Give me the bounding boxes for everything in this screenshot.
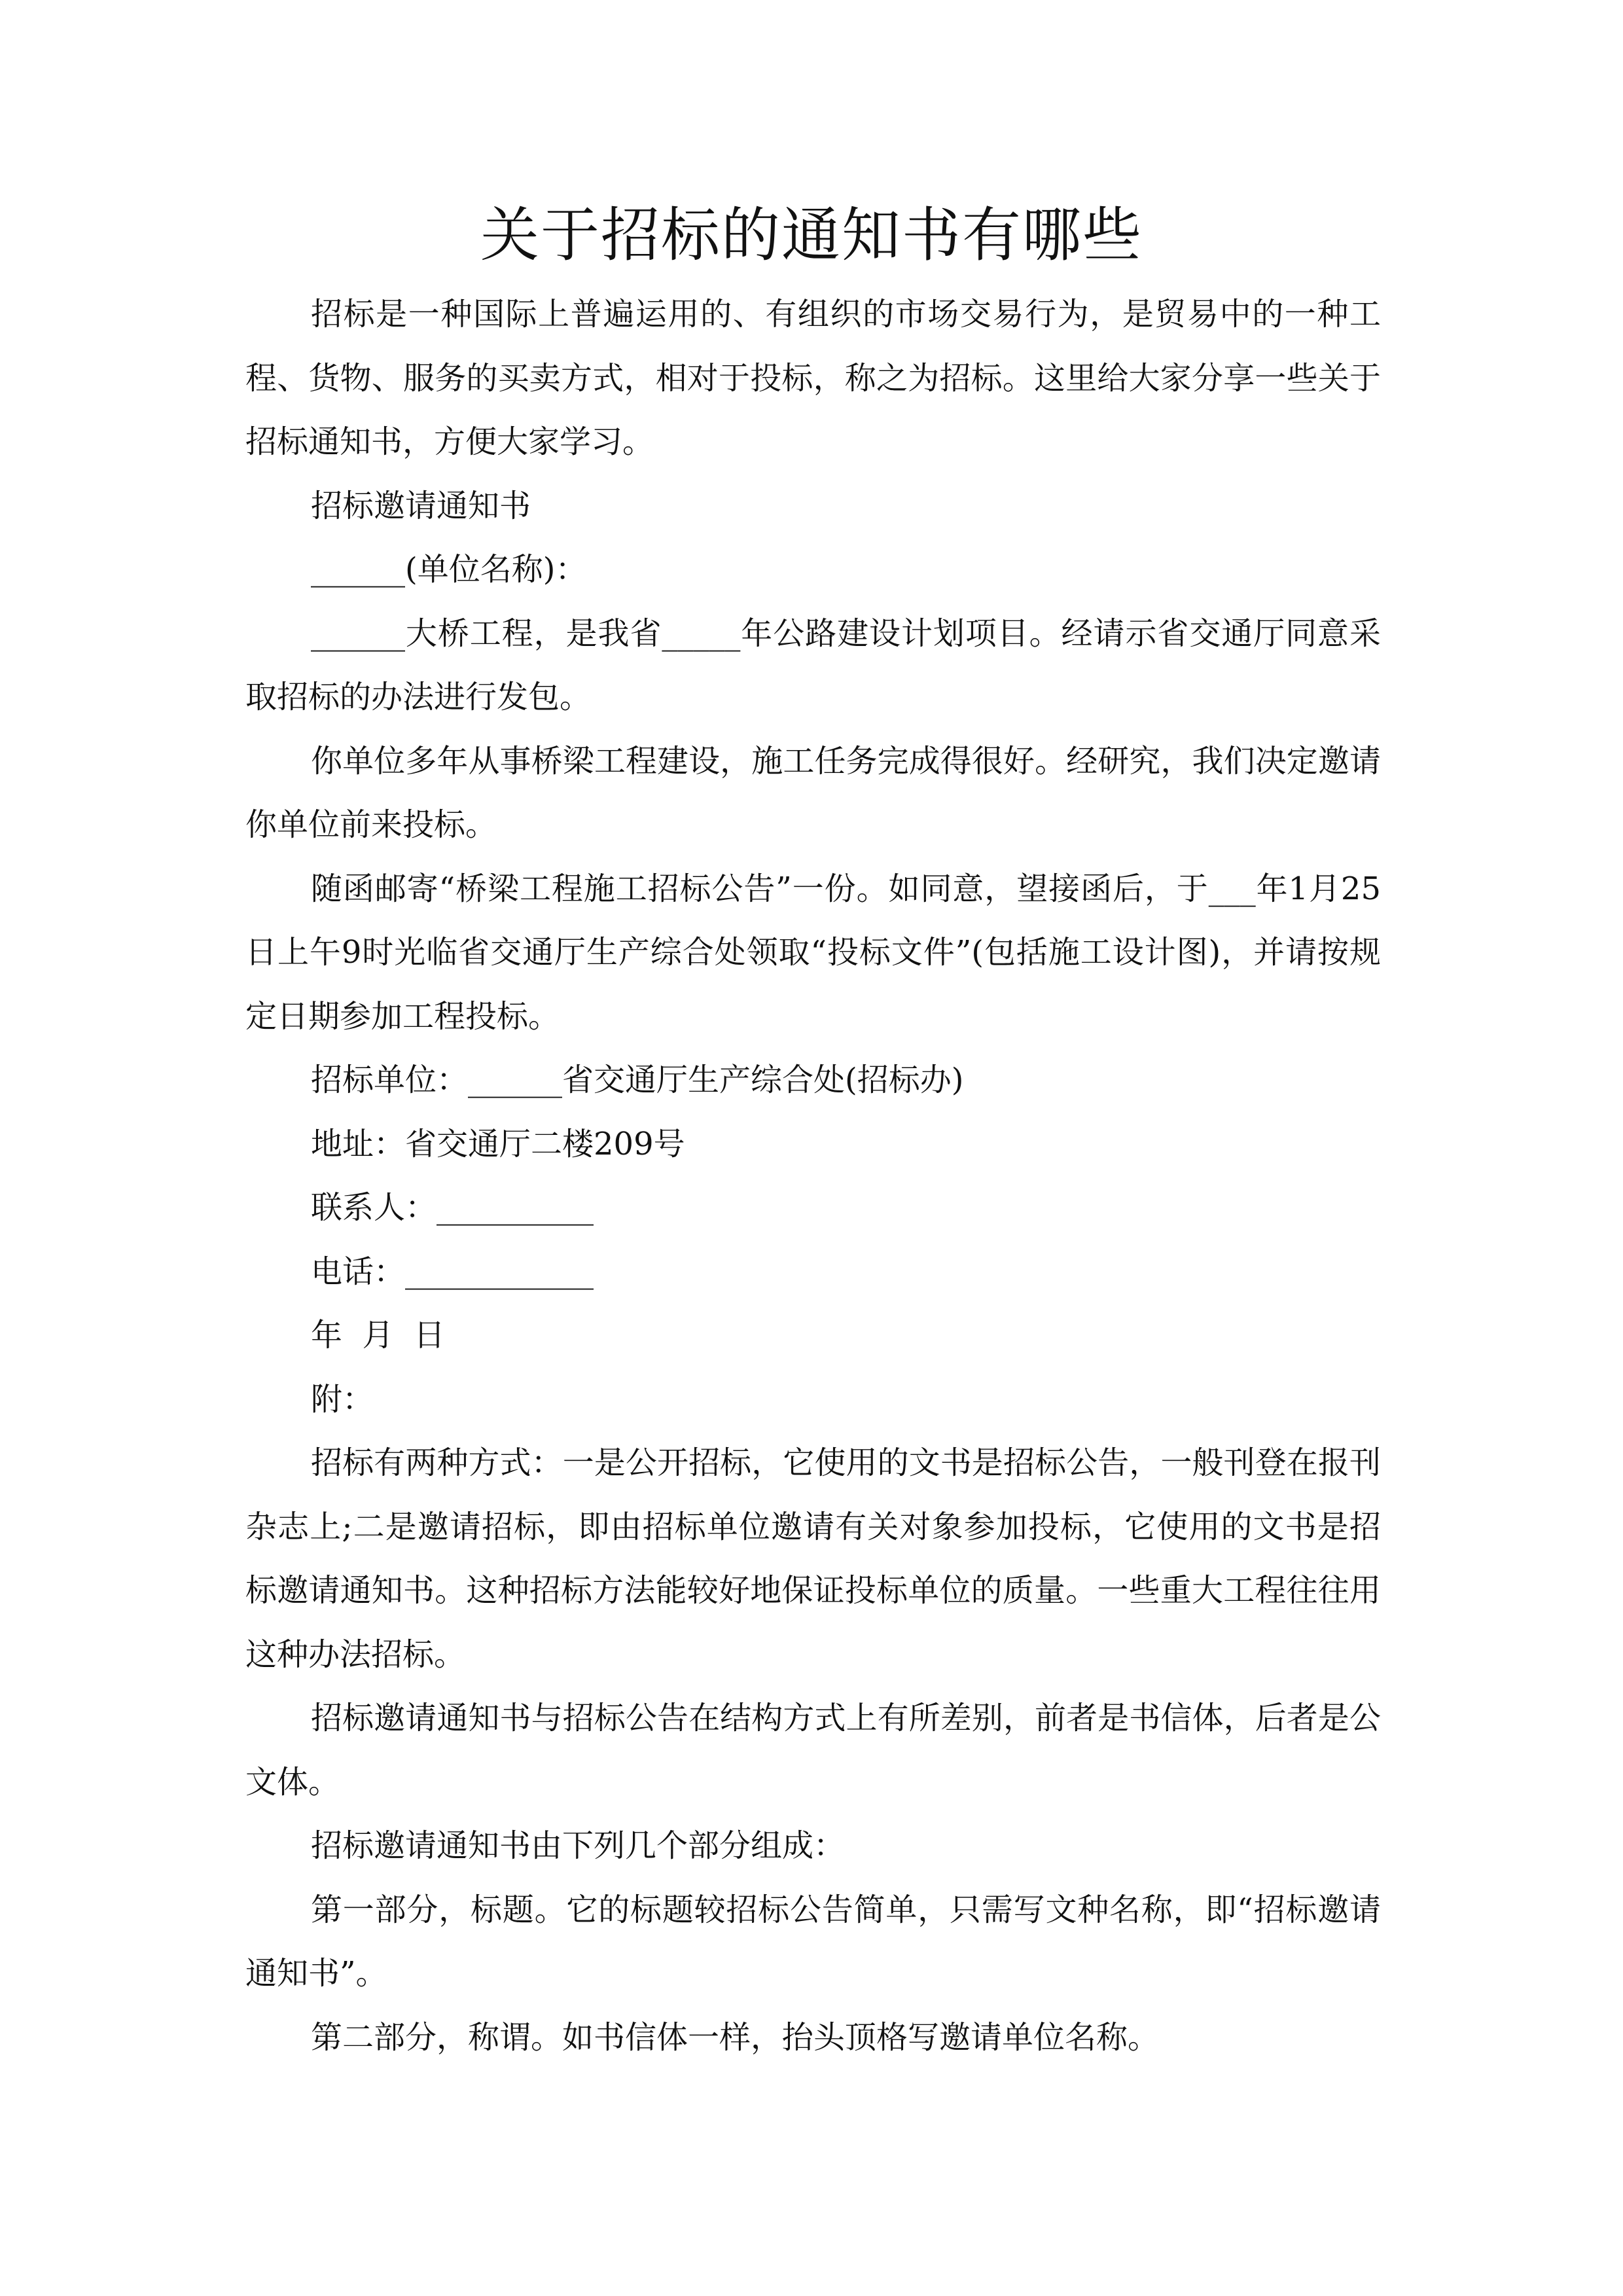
- part-two-paragraph: 第二部分，称谓。如书信体一样，抬头顶格写邀请单位名称。: [311, 2018, 1160, 2056]
- project-paragraph: ______大桥工程，是我省_____年公路建设计划项目。经请示省交通厅同意采取招标的办法进行发包。: [245, 615, 1381, 715]
- document-title: 关于招标的通知书有哪些: [480, 201, 1143, 270]
- difference-paragraph: 招标邀请通知书与招标公告在结构方式上有所差别，前者是书信体，后者是公文体。: [245, 1700, 1381, 1801]
- appendix-label: 附：: [311, 1380, 374, 1418]
- document-body: [245, 283, 1381, 2070]
- contact-line: 联系人：__________: [311, 1189, 594, 1226]
- structure-paragraph: 招标邀请通知书由下列几个部分组成：: [311, 1827, 846, 1864]
- letter-heading: 招标邀请通知书: [311, 487, 531, 524]
- phone-line: 电话：____________: [311, 1253, 594, 1290]
- part-one-paragraph: 第一部分，标题。它的标题较招标公告简单，只需写文种名称，即“招标邀请通知书”。: [245, 1891, 1381, 1992]
- date-line: 年 月 日: [311, 1317, 446, 1354]
- methods-paragraph: 招标有两种方式：一是公开招标，它使用的文书是招标公告，一般刊登在报刊杂志上;二是邀请招标，即由招标单位邀请有关对象参加投标，它使用的文书是招标邀请通知书。这种招标方法能较好地保证投标单位的质量。一些重大工程往往用这种办法招标。: [245, 1444, 1381, 1673]
- salutation: ______(单位名称)：: [311, 551, 587, 588]
- intro-paragraph: 招标是一种国际上普遍运用的、有组织的市场交易行为，是贸易中的一种工程、货物、服务的买卖方式，相对于投标，称之为招标。这里给大家分享一些关于招标通知书，方便大家学习。: [245, 296, 1381, 460]
- invitation-paragraph: 你单位多年从事桥梁工程建设，施工任务完成得很好。经研究，我们决定邀请你单位前来投标。: [245, 742, 1381, 843]
- issuer-line: 招标单位：______省交通厅生产综合处(招标办): [311, 1062, 964, 1098]
- address-line: 地址：省交通厅二楼209号: [311, 1125, 685, 1162]
- instructions-paragraph: 随函邮寄“桥梁工程施工招标公告”一份。如同意，望接函后，于___年1月25日上午9时光临省交通厅生产综合处领取“投标文件”(包括施工设计图)，并请按规定日期参加工程投标。: [245, 870, 1381, 1035]
